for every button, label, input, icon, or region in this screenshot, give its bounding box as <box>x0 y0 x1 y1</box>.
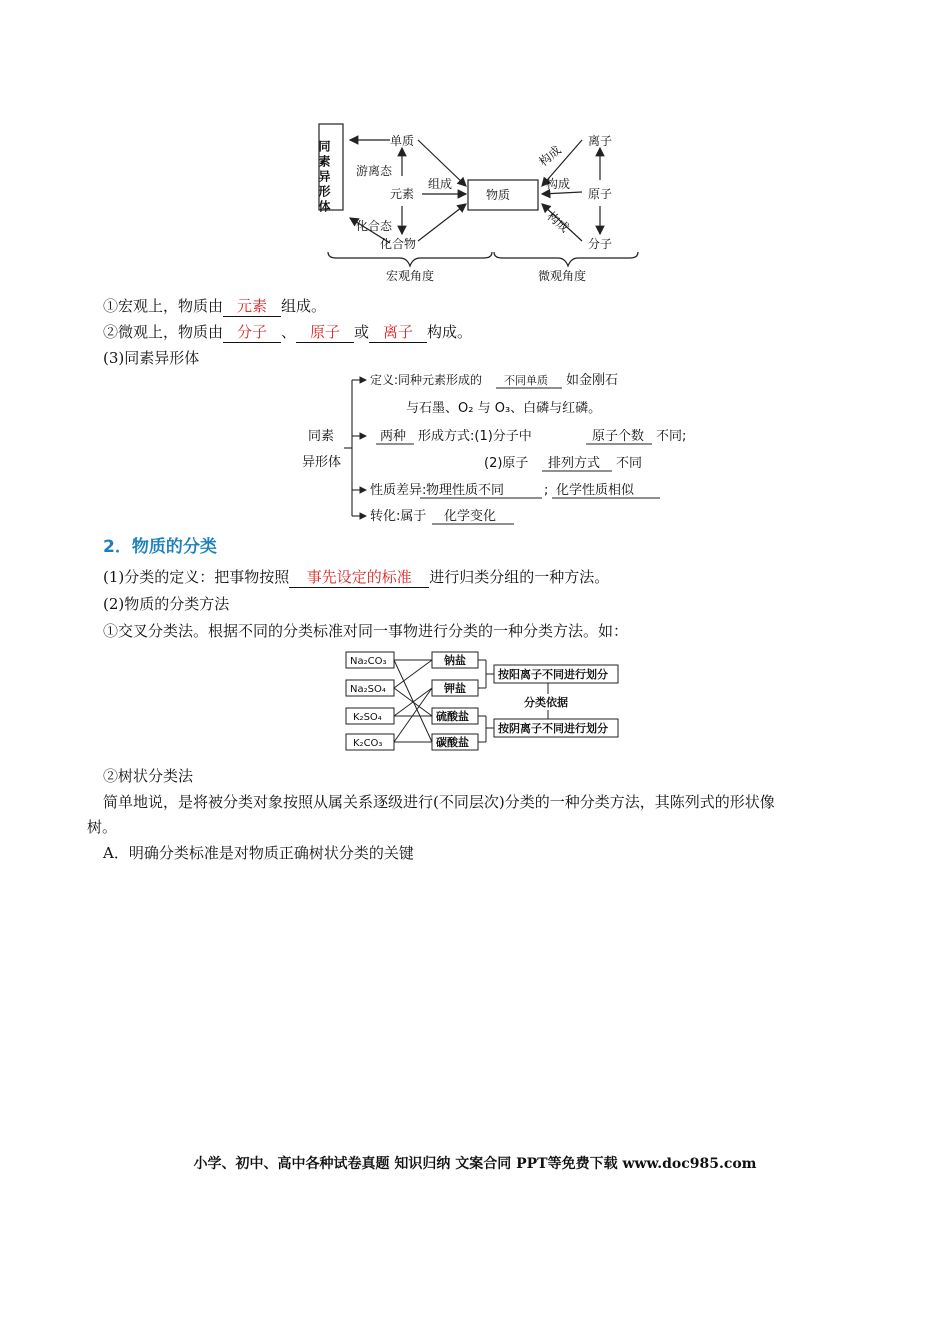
label-goucheng-top: 构成 <box>536 142 564 170</box>
allotrope-diagram <box>300 370 687 530</box>
label-macro: 宏观角度 <box>386 269 435 283</box>
label-micro: 微观角度 <box>538 269 587 283</box>
way2-label: (2)原子 <box>484 456 529 471</box>
label-goucheng-bot: 构成 <box>544 208 572 236</box>
text-macro-suffix: 组成。 <box>281 297 327 315</box>
node-wuzhi: 物质 <box>486 188 511 202</box>
prop-fill1: 物理性质不同 <box>426 483 505 498</box>
node-fenzi: 分子 <box>588 237 613 251</box>
trans-fill: 化学变化 <box>444 509 497 524</box>
text-or: 或 <box>354 323 370 341</box>
line-tree-desc: 简单地说，是将被分类对象按照从属关系逐级进行(不同层次)分类的一种分类方法，其陈列式的形状像 <box>103 793 775 811</box>
line-methods: (2)物质的分类方法 <box>103 595 230 613</box>
salt-k2co3: K₂CO₃ <box>353 738 383 749</box>
salt-na2so4: Na₂SO₄ <box>350 684 386 695</box>
way2-tail: 不同 <box>616 456 643 471</box>
class-liusuanyan: 硫酸盐 <box>436 710 469 723</box>
blank-standard: 事先设定的标准 <box>289 567 429 588</box>
blank-lizi: 离子 <box>369 322 427 343</box>
node-yuansu: 元素 <box>390 187 415 201</box>
node-yuanzi: 原子 <box>588 187 613 201</box>
def-tail: 如金刚石 <box>566 373 619 388</box>
text-definition-prefix: (1)分类的定义：把事物按照 <box>103 568 290 586</box>
way1-tail: 不同; <box>656 429 687 444</box>
blank-yuansu: 元素 <box>223 296 281 317</box>
text-macro-prefix: ①宏观上，物质由 <box>103 297 224 315</box>
def-fill: 不同单质 <box>504 374 548 387</box>
line-micro <box>103 322 472 343</box>
way-label: 形成方式:(1)分子中 <box>418 429 532 444</box>
trans-label: 转化:属于 <box>370 509 427 524</box>
line-cross-method: ①交叉分类法。根据不同的分类标准对同一事物进行分类的一种分类方法。如： <box>103 622 629 640</box>
prop-sep: ; <box>544 483 549 498</box>
text-definition-suffix: 进行归类分组的一种方法。 <box>429 568 610 586</box>
prop-fill2: 化学性质相似 <box>556 483 635 498</box>
way-count: 两种 <box>380 429 407 444</box>
text-sep: 、 <box>281 323 297 341</box>
criterion-anion: 按阴离子不同进行划分 <box>498 722 608 735</box>
label-zucheng: 组成 <box>428 177 453 191</box>
text-micro-suffix: 构成。 <box>427 323 473 341</box>
node-huahewu: 化合物 <box>380 237 417 251</box>
def-label: 定义:同种元素形成的 <box>370 373 483 387</box>
node-youlitai: 游离态 <box>356 164 393 178</box>
line-tree-desc-2: 树。 <box>87 818 118 836</box>
node-huahetai: 化合态 <box>356 219 393 233</box>
cross-classification-diagram <box>344 648 624 754</box>
blank-fenzi: 分子 <box>223 322 281 343</box>
text-micro-prefix: ②微观上，物质由 <box>103 323 224 341</box>
line-option-a: A．明确分类标准是对物质正确树状分类的关键 <box>103 844 414 862</box>
section-heading: 2．物质的分类 <box>103 537 217 557</box>
label-goucheng-mid: 构成 <box>546 177 571 191</box>
class-jiayan: 钾盐 <box>444 682 466 695</box>
blank-yuanzi: 原子 <box>296 322 354 343</box>
criterion-cation: 按阳离子不同进行划分 <box>498 668 608 681</box>
prop-label: 性质差异: <box>370 483 427 498</box>
line-definition <box>103 567 609 588</box>
salt-k2so4: K₂SO₄ <box>353 712 382 723</box>
node-lizi: 离子 <box>588 134 613 148</box>
class-tansuanyan: 碳酸盐 <box>436 736 469 749</box>
line-macro <box>103 296 326 317</box>
box-tongsuyixingti: 同素异形体 <box>317 140 331 215</box>
line-allotrope-heading: (3)同素异形体 <box>103 349 200 367</box>
page-footer: 小学、初中、高中各种试卷真题 知识归纳 文案合同 PPT等免费下载 www.doc985.com <box>193 1156 757 1172</box>
class-nayan: 钠盐 <box>444 654 466 667</box>
substance-composition-diagram <box>310 118 645 288</box>
way2-fill: 排列方式 <box>548 456 601 471</box>
classification-basis: 分类依据 <box>524 696 568 709</box>
root-yixingti: 异形体 <box>302 455 342 470</box>
node-danzhi: 单质 <box>390 134 415 148</box>
way1-fill: 原子个数 <box>592 429 645 444</box>
salt-na2co3: Na₂CO₃ <box>350 656 387 667</box>
def-line2: 与石墨、O₂ 与 O₃、白磷与红磷。 <box>406 401 602 416</box>
root-tongsu: 同素 <box>308 429 335 444</box>
line-tree-method: ②树状分类法 <box>103 767 194 785</box>
